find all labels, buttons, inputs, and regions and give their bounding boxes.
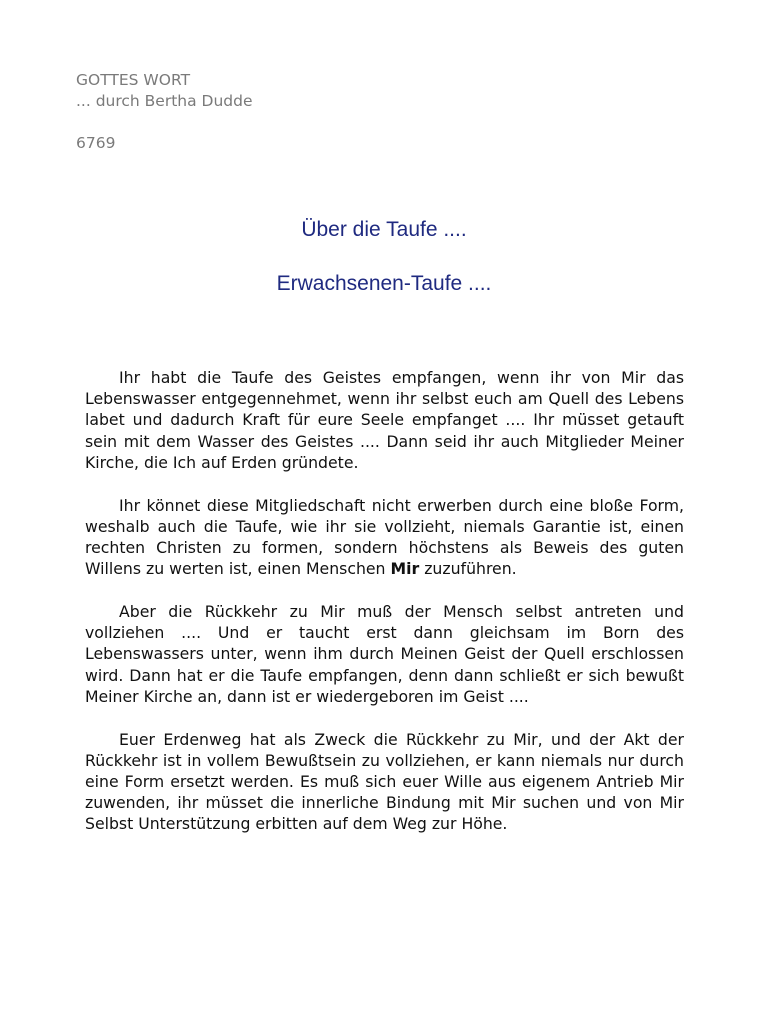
sub-title: Erwachsenen-Taufe .... xyxy=(276,272,492,295)
paragraph-2 xyxy=(85,495,684,580)
main-title: Über die Taufe .... xyxy=(301,218,467,241)
paragraph-2-bold: Mir xyxy=(390,559,420,579)
document-number: 6769 xyxy=(76,134,116,152)
paragraph-1: Ihr habt die Taufe des Geistes empfangen, wenn ihr von Mir das Lebenswasser entgegennehmet, wenn ihr selbst euch am Quell des Lebens labet und dadurch Kraft für eure Seele empfanget .... Ihr müsset getauft sein mit dem Wasser des Geistes .... Dann seid ihr auch Mitglieder Meiner Kirche, die Ich auf Erden gründete. xyxy=(85,368,684,472)
paragraph-4: Euer Erdenweg hat als Zweck die Rückkehr zu Mir, und der Akt der Rückkehr ist in vollem Bewußtsein zu vollziehen, er kann niemals nur durch eine Form ersetzt werden. Es muß sich euer Wille aus eigenem Antrieb Mir zuwenden, ihr müsset die innerliche Bindung mit Mir suchen und von Mir Selbst Unterstützung erbitten auf dem Weg zur Höhe. xyxy=(85,729,684,834)
paragraph-2-before: Ihr könnet diese Mitgliedschaft nicht erwerben durch eine bloße Form, weshalb auch die Taufe, wie ihr sie vollzieht, niemals Garantie ist, einen rechten Christen zu formen, sondern höchstens als Beweis des guten Willens zu werten ist, einen Menschen xyxy=(85,495,684,579)
header-author: ... durch Bertha Dudde xyxy=(76,92,253,110)
document-header xyxy=(76,70,253,154)
document-titles xyxy=(0,215,768,299)
paragraph-3: Aber die Rückkehr zu Mir muß der Mensch selbst antreten und vollziehen .... Und er taucht erst dann gleichsam im Born des Lebenswassers unter, wenn ihm durch Meinen Geist der Quell erschlossen wird. Dann hat er die Taufe empfangen, denn dann schließt er sich bewußt Meiner Kirche an, dann ist er wiedergeboren im Geist .... xyxy=(85,602,684,706)
paragraph-2-after: zuzuführen. xyxy=(419,559,517,579)
header-title: GOTTES WORT xyxy=(76,71,191,89)
body-text xyxy=(85,367,684,856)
